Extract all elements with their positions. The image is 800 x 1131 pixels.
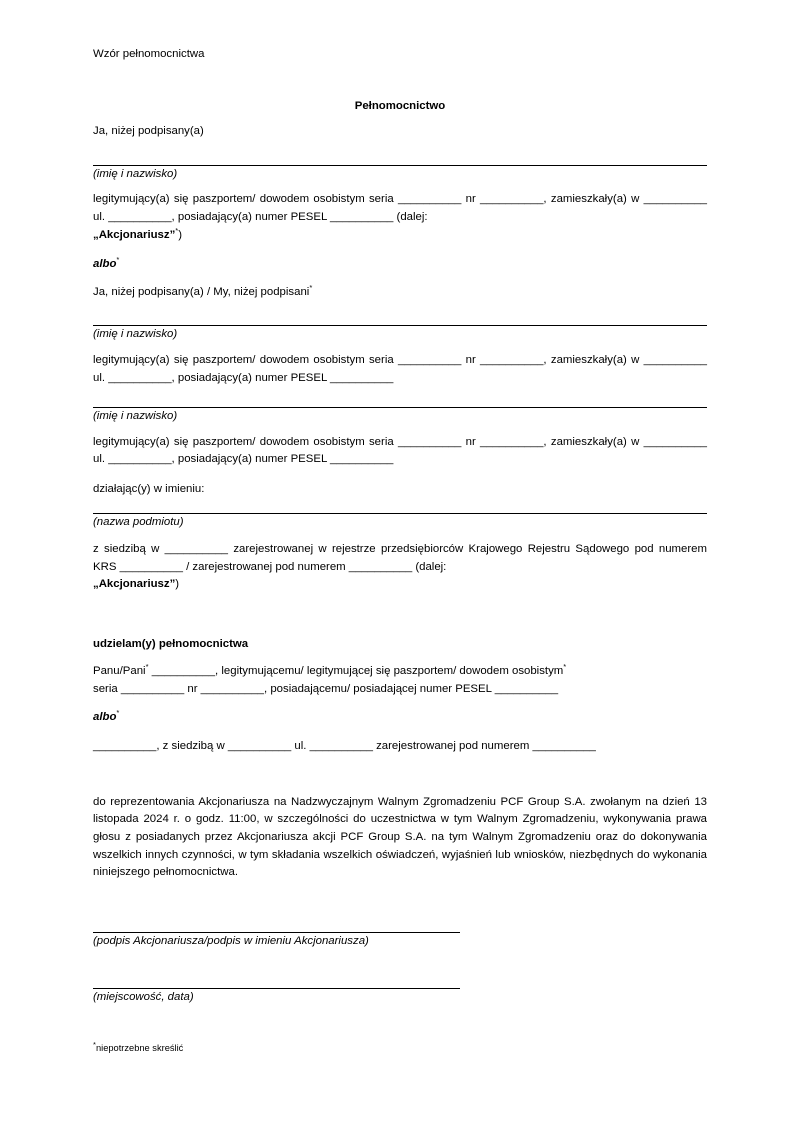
caption-name-1: (imię i nazwisko) [93, 167, 178, 180]
albo-label-1: albo [93, 258, 117, 271]
albo-alternative-1 [93, 256, 707, 274]
document-content [93, 46, 707, 1055]
identity-paragraph-3: legitymujący(a) się paszportem/ dowodem osobistym seria __________ nr __________, zamieszkały(a) w __________ ul. __________, posiadający(a) numer PESEL __________ [93, 435, 707, 466]
albo-alternative-2 [93, 709, 707, 727]
asterisk-mark-3: * [309, 282, 313, 292]
principal-label-2: „Akcjonariusz” [93, 578, 176, 591]
asterisk-mark-2: * [116, 255, 120, 265]
footnote-strike-unneeded [93, 1041, 707, 1055]
attorney-person-line2: seria __________ nr __________, posiadającemu/ posiadającej numer PESEL __________ [93, 683, 559, 696]
albo-label-2: albo [93, 710, 117, 723]
entity-details-paragraph [93, 541, 707, 594]
asterisk-mark-1: * [175, 225, 179, 235]
scope-paragraph: do reprezentowania Akcjonariusza na Nadzwyczajnym Walnym Zgromadzeniu PCF Group S.A. zwołanym na dzień 13 listopada 2024 r. o godz. 11:00, w szczególności do uczestnictwa w tym Walnym Zgromadzeniu, wykonywania prawa głosu z posiadanych przez Akcjonariusza akcji PCF Group S.A. na tym Walnym Zgromadzeniu oraz do dokonywania wszelkich innych czynności, w tym składania wszelkich oświadczeń, wyjaśnień lub wniosków, niezbędnych do wykonania niniejszego pełnomocnictwa. [93, 795, 707, 879]
footnote-text: niepotrzebne skreślić [95, 1043, 184, 1053]
caption-signature: (podpis Akcjonariusza/podpis w imieniu Akcjonariusza) [93, 934, 369, 947]
attorney-entity-line: __________, z siedzibą w __________ ul. __________ zarejestrowanej pod numerem __________ [93, 740, 596, 753]
asterisk-mark-4: * [145, 662, 149, 672]
caption-place-date: (miejscowość, data) [93, 991, 194, 1004]
attorney-person-rest: __________, legitymującemu/ legitymującej się paszportem/ dowodem osobistym [148, 665, 564, 678]
intro-multi-text: Ja, niżej podpisany(a) / My, niżej podpisani [93, 285, 310, 298]
intro-multi-signatory [93, 284, 707, 302]
identity-paragraph-1 [93, 191, 707, 244]
caption-entity-name: (nazwa podmiotu) [93, 515, 184, 528]
principal-close-2: ) [175, 578, 180, 591]
principal-label-1: „Akcjonariusz” [93, 228, 176, 241]
attorney-person-label: Panu/Pani [93, 665, 146, 678]
asterisk-mark-6: * [116, 707, 120, 717]
caption-name-3: (imię i nazwisko) [93, 410, 178, 423]
document-title: Pełnomocnictwo [354, 99, 446, 112]
caption-name-2: (imię i nazwisko) [93, 328, 178, 341]
attorney-person-paragraph [93, 663, 707, 698]
asterisk-mark-7: * [93, 1039, 96, 1049]
header-note: Wzór pełnomocnictwa [93, 48, 205, 60]
identity-text-1: legitymujący(a) się paszportem/ dowodem osobistym seria __________ nr __________, zamieszkały(a) w __________ ul. __________, posiadający(a) numer PESEL __________ (dalej: [93, 193, 707, 223]
intro-single-signatory: Ja, niżej podpisany(a) [93, 125, 204, 138]
entity-details-text: z siedzibą w __________ zarejestrowanej w rejestrze przedsiębiorców Krajowego Rejestru Sądowego pod numerem KRS __________ / zarejestrowanej pod numerem __________ (dalej: [93, 543, 707, 573]
principal-close-1: ) [178, 228, 183, 241]
grant-heading: udzielam(y) pełnomocnictwa [93, 637, 249, 650]
acting-on-behalf-label: działając(y) w imieniu: [93, 482, 205, 495]
identity-paragraph-2: legitymujący(a) się paszportem/ dowodem osobistym seria __________ nr __________, zamieszkały(a) w __________ ul. __________, posiadający(a) numer PESEL __________ [93, 353, 707, 384]
asterisk-mark-5: * [563, 662, 567, 672]
